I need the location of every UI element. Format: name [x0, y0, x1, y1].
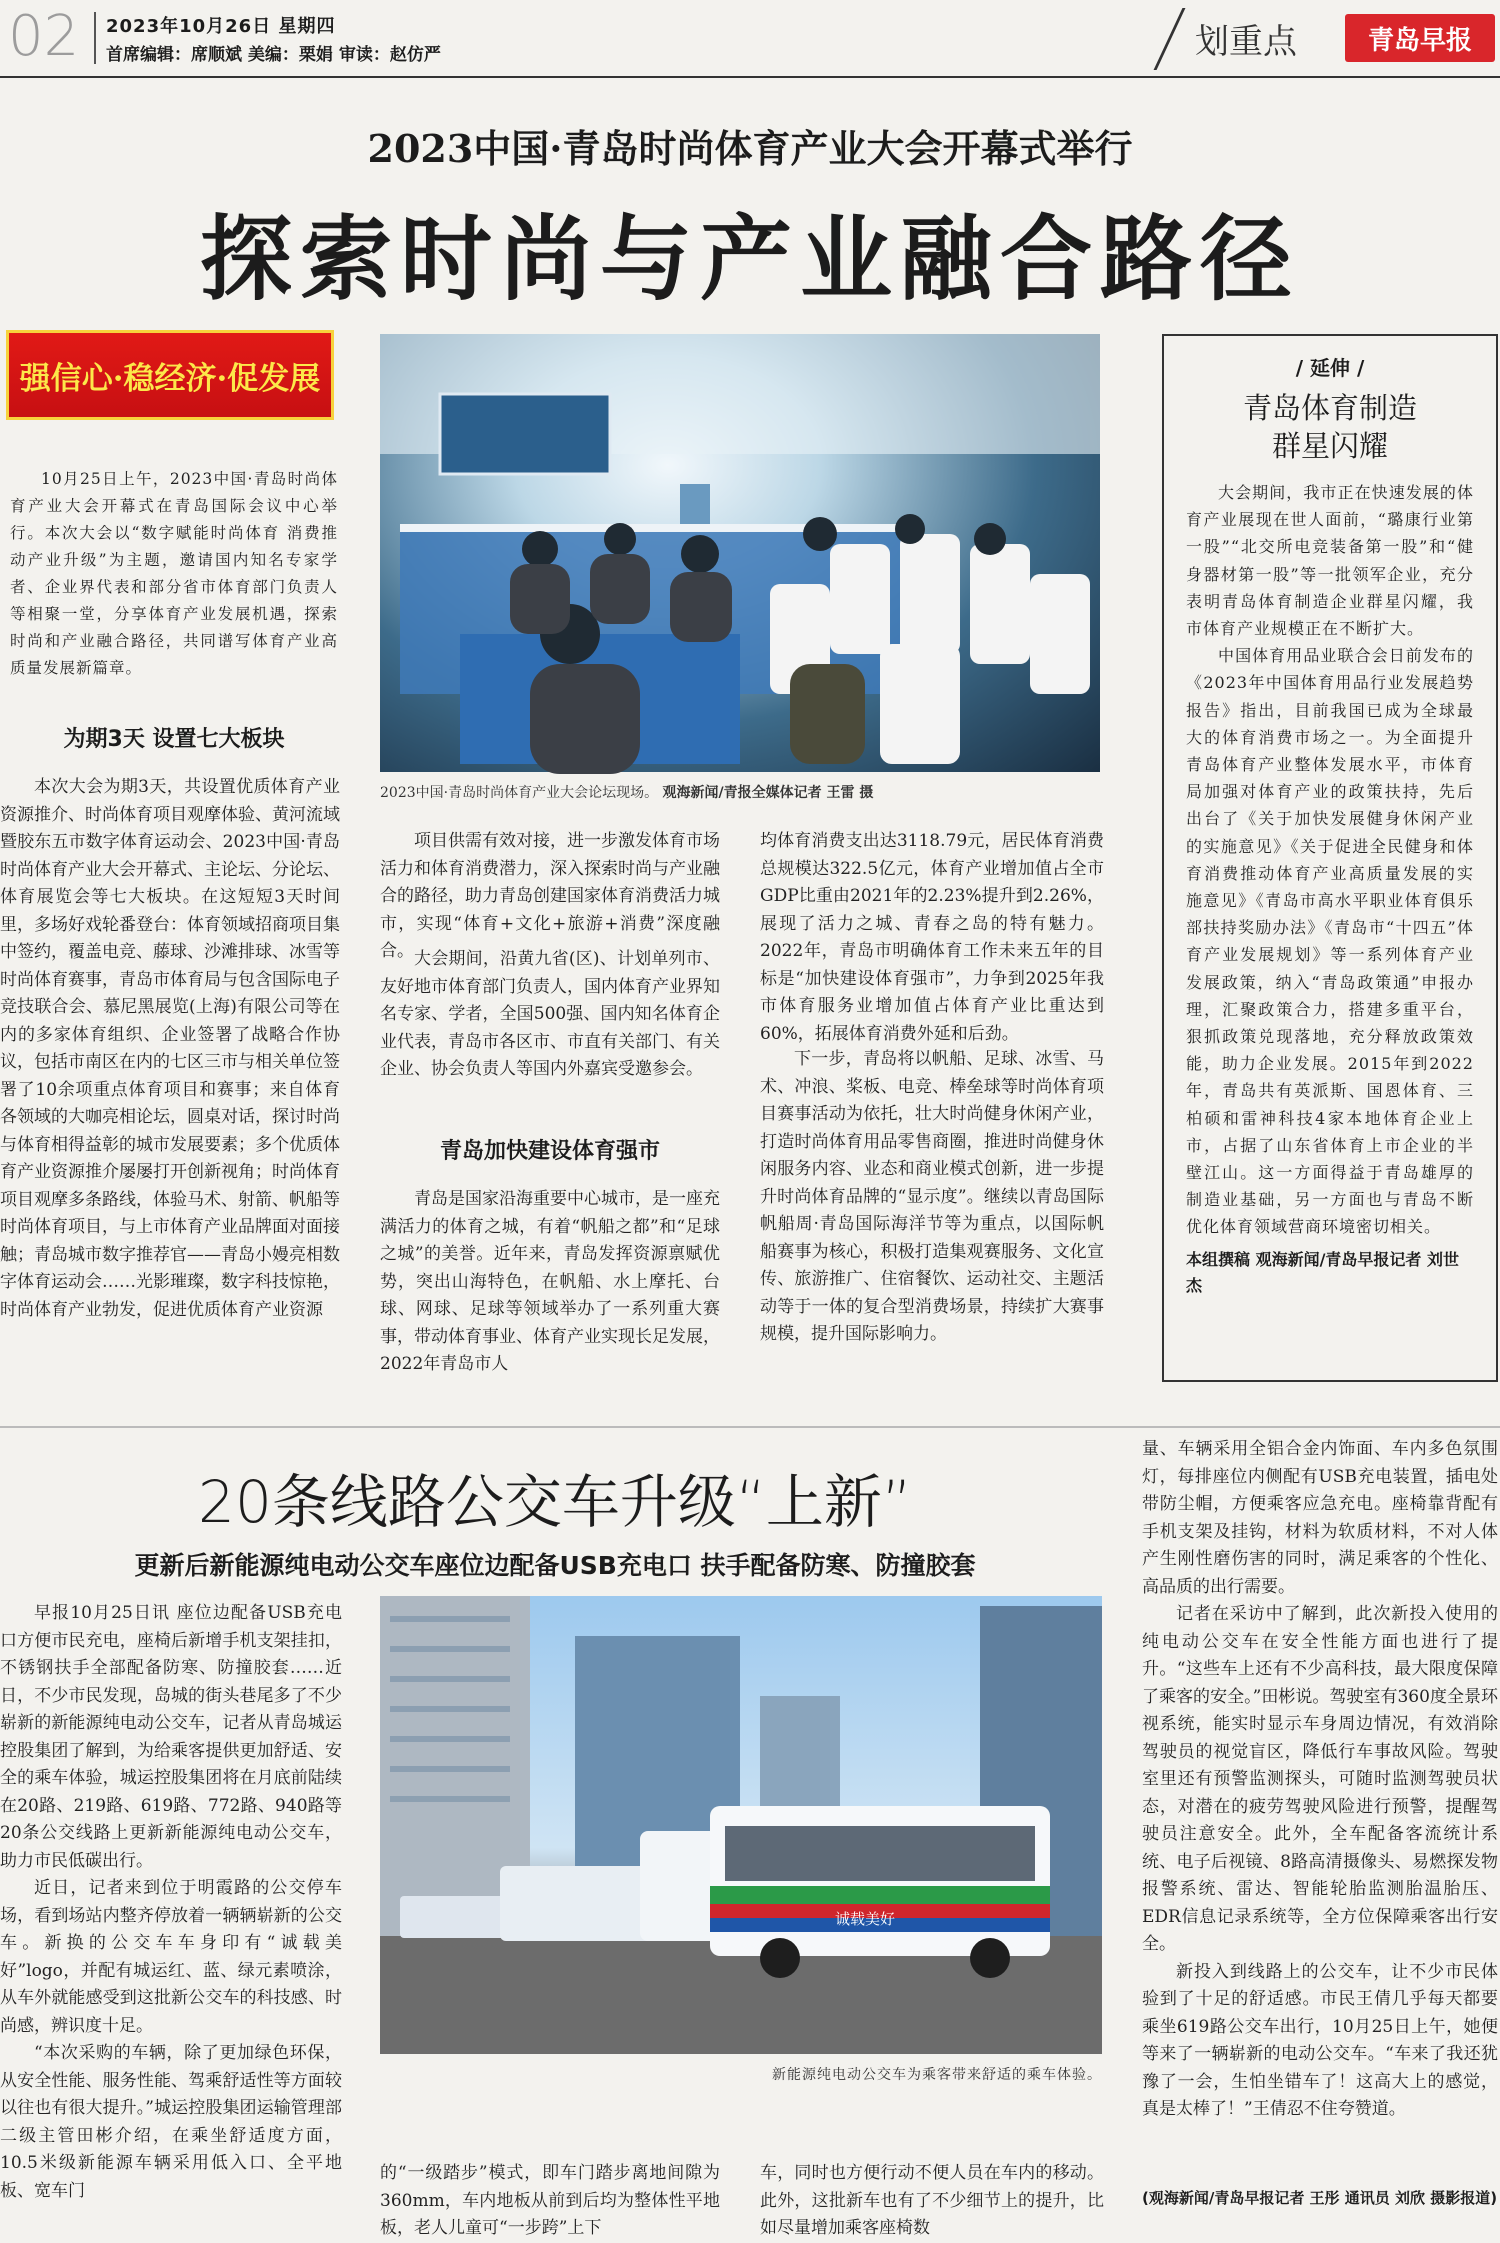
bus-paragraph-6: 新投入到线路上的公交车，让不少市民体验到了十足的舒适感。市民王倩几乎每天都要乘坐619路公交车出行，10月25日上午，她便等来了一辆崭新的电动公交车。“车来了我还犹豫了一会，生怕坐错车了！这高大上的感觉，真是太棒了！”王倩忍不住夸赞道。: [1142, 1961, 1498, 2119]
bus-photo-caption: 新能源纯电动公交车为乘客带来舒适的乘车体验。: [772, 2067, 1102, 2083]
sidebar-title-line-2: 群星闪耀: [1271, 429, 1388, 463]
sidebar-body: [1186, 479, 1474, 1241]
lead-column-3b: 下一步，青岛将以帆船、足球、冰雪、马术、冲浪、桨板、电竞、棒垒球等时尚体育项目赛事活动为依托，壮大时尚健身休闲产业，打造时尚体育用品零售商圈，推进时尚健身休闲服务内容、业态和商业模式创新，进一步提升时尚体育品牌的“显示度”。继续以青岛国际帆船周·青岛国际海洋节等为重点，以国际帆船赛事为核心，积极打造集观赛服务、文化宣传、旅游推广、住宿餐饮、运动社交、主题活动等于一体的复合型消费场景，持续扩大赛事规模，提升国际影响力。: [760, 1049, 1104, 1344]
extension-sidebar: [1162, 334, 1498, 1382]
bus-column-3: 车，同时也方便行动不便人员在车内的移动。此外，这批新车也有了不少细节上的提升，比如尽量增加乘客座椅数: [760, 2163, 1104, 2238]
issue-date: 2023年10月26日 星期四: [106, 16, 336, 37]
lead-column-2b: 大会期间，沿黄九省(区)、计划单列市、友好地市体育部门负责人，国内体育产业界知名专家、学者，全国500强、国内知名体育企业代表，青岛市各区市、市直有关部门、有关企业、协会负责人等国内外嘉宾受邀参会。: [380, 949, 720, 1079]
sidebar-paragraph-1: 大会期间，我市正在快速发展的体育产业展现在世人面前，“璐康行业第一股”“北交所电竞装备第一股”和“健身器材第一股”等一批领军企业，充分表明青岛体育制造企业群星闪耀，我市体育产业规模正在不断扩大。: [1186, 483, 1474, 639]
bus-column-4: [1142, 1436, 1498, 2206]
lead-column-2c: 青岛是国家沿海重要中心城市，是一座充满活力的体育之城，有着“帆船之都”和“足球之城”的美誉。近年来，青岛发挥资源禀赋优势，突出山海特色，在帆船、水上摩托、台球、网球、足球等领域举办了一系列重大赛事，带动体育事业、体育产业实现长足发展，2022年青岛市人: [380, 1189, 720, 1374]
lead-subhead-2: 青岛加快建设体育强市: [439, 1139, 660, 1164]
forum-photo-caption: [380, 782, 1100, 802]
page-number: 02: [8, 4, 80, 69]
lead-column-2a: 项目供需有效对接，进一步激发体育市场活力和体育消费潜力，深入探索时尚与产业融合的路径，助力青岛创建国家体育消费活力城市，实现“体育+文化+旅游+消费”深度融合。: [380, 831, 720, 961]
lead-column-3a: 均体育消费支出达3118.79元，居民体育消费总规模达322.5亿元，体育产业增加值占全市GDP比重由2021年的2.23%提升到2.26%，展现了活力之城、青春之岛的特有魅力。2022年，青岛市明确体育工作未来五年的目标是“加快建设体育强市”，力争到2025年我市体育服务业增加值占体育产业比重达到60%，拓展体育消费外延和后劲。: [760, 831, 1104, 1044]
sidebar-byline: 本组撰稿 观海新闻/青岛早报记者 刘世杰: [1186, 1249, 1459, 1295]
sidebar-title: [1186, 389, 1474, 465]
bus-headline: 20条线路公交车升级“上新”: [198, 1468, 912, 1536]
lead-intro: 10月25日上午，2023中国·青岛时尚体育产业大会开幕式在青岛国际会议中心举行。本次大会以“数字赋能时尚体育 消费推动产业升级”为主题，邀请国内知名专家学者、企业界代表和部分省市体育部门负责人等相聚一堂，分享体育产业发展机遇，探索时尚和产业融合路径，共同谱写体育产业高质量发展新篇章。: [10, 470, 338, 677]
sidebar-title-line-1: 青岛体育制造: [1242, 391, 1417, 425]
lead-headline: 探索时尚与产业融合路径: [199, 205, 1300, 313]
bus-subheadline: 更新后新能源纯电动公交车座位边配备USB充电口 扶手配备防寒、防撞胶套: [134, 1551, 976, 1580]
section-title: 划重点: [1195, 22, 1297, 62]
editor-credits: 首席编辑：席顺斌 美编：栗娟 审读：赵仿严: [106, 45, 441, 65]
bus-photo: [380, 1596, 1102, 2054]
page-header: [0, 0, 1500, 78]
bus-paragraph-1: 早报10月25日讯 座位边配备USB充电口方便市民充电，座椅后新增手机支架挂扣，不锈钢扶手全部配备防寒、防撞胶套……近日，不少市民发现，岛城的街头巷尾多了不少崭新的新能源纯电动公交车，记者从青岛城运控股集团了解到，为给乘客提供更加舒适、安全的乘车体验，城运控股集团将在月底前陆续在20路、219路、619路、772路、940路等20条公交线路上更新新能源纯电动公交车，助力市民低碳出行。: [0, 1603, 342, 1871]
sidebar-paragraph-2: 中国体育用品业联合会日前发布的《2023年中国体育用品行业发展趋势报告》指出，目前我国已成为全球最大的体育消费市场之一。为全面提升青岛体育产业整体发展水平，市体育局加强对体育产业的政策扶持，先后出台了《关于加快发展健身休闲产业的实施意见》《关于促进全民健身和体育消费推动体育产业高质量发展的实施意见》《青岛市高水平职业体育俱乐部扶持奖励办法》《青岛市“十四五”体育产业发展规划》等一系列体育产业发展政策，纳入“青岛政策通”申报办理，汇聚政策合力，搭建多重平台，狠抓政策兑现落地，充分释放政策效能，助力企业发展。2015年到2022年，青岛共有英派斯、国恩体育、三柏硕和雷神科技4家本地体育企业上市，占据了山东省体育上市企业的半壁江山。这一方面得益于青岛雄厚的制造业基础，另一方面也与青岛不断优化体育领域营商环境密切相关。: [1186, 646, 1474, 1237]
forum-photo-scene: [380, 334, 1100, 772]
forum-photo: [380, 334, 1100, 772]
story-divider: [0, 1426, 1500, 1428]
photo-caption-text: 2023中国·青岛时尚体育产业大会论坛现场。: [380, 785, 659, 801]
header-divider: [94, 12, 96, 64]
bus-paragraph-2: 近日，记者来到位于明霞路的公交停车场，看到场站内整齐停放着一辆辆崭新的公交车。新换的公交车车身印有“诚载美好”logo，并配有城运红、蓝、绿元素喷涂，从车外就能感受到这批新公交车的科技感、时尚感，辨识度十足。: [0, 1878, 342, 2036]
bus-paragraph-4: 量、车辆采用全铝合金内饰面、车内多色氛围灯，每排座位内侧配有USB充电装置，插电处带防尘帽，方便乘客应急充电。座椅靠背配有手机支架及挂钩，材料为软质材料，不对人体产生刚性磨伤害的同时，满足乘客的个性化、高品质的出行需要。: [1142, 1439, 1498, 1597]
lead-kicker: 2023中国·青岛时尚体育产业大会开幕式举行: [367, 126, 1133, 171]
bus-sign-text: 诚载美好: [835, 1910, 896, 1928]
section-slash: [1154, 8, 1186, 70]
lead-column-1: 本次大会为期3天，共设置优质体育产业资源推介、时尚体育项目观摩体验、黄河流域暨胶东五市数字体育运动会、2023中国·青岛时尚体育产业大会开幕式、主论坛、分论坛、体育展览会等七大板块。在这短短3天时间里，多场好戏轮番登台：体育领域招商项目集中签约，覆盖电竞、藤球、沙滩排球、冰雪等时尚体育赛事，青岛市体育局与包含国际电子竞技联合会、慕尼黑展览(上海)有限公司等在内的多家体育组织、企业签署了战略合作协议，包括市南区在内的七区三市与相关单位签署了10余项重点体育项目和赛事；来自体育各领域的大咖亮相论坛，圆桌对话，探讨时尚与体育相得益彰的城市发展要素；多个优质体育产业资源推介屡屡打开创新视角；时尚体育项目观摩多条路线，体验马术、射箭、帆船等时尚体育项目，与上市体育产业品牌面对面接触；青岛城市数字推荐官——青岛小嫚亮相数字体育运动会……光影璀璨，数字科技惊艳，时尚体育产业勃发，促进优质体育产业资源: [0, 777, 340, 1320]
bus-column-2: 的“一级踏步”模式，即车门踏步离地间隙为360mm，车内地板从前到后均为整体性平地板，老人儿童可“一步跨”上下: [380, 2163, 720, 2238]
bus-credit: (观海新闻/青岛早报记者 王彤 通讯员 刘欣 摄影报道): [1142, 2189, 1498, 2207]
bus-column-1: [0, 1600, 342, 2205]
sidebar-tag: / 延伸 /: [1295, 356, 1365, 380]
photo-credit: 观海新闻/青报全媒体记者 王雷 摄: [662, 785, 874, 801]
newspaper-logo: 青岛早报: [1345, 14, 1495, 62]
bus-paragraph-5: 记者在采访中了解到，此次新投入使用的纯电动公交车在安全性能方面也进行了提升。“这些车上还有不少高科技，最大限度保障了乘客的安全。”田彬说。驾驶室有360度全景环视系统，能实时显示车身周边情况，有效消除驾驶员的视觉盲区，降低行车事故风险。驾驶室里还有预警监测探头，可随时监测驾驶员状态，对潜在的疲劳驾驶风险进行预警，提醒驾驶员注意安全。此外，全车配备客流统计系统、电子后视镜、8路高清摄像头、易燃探发物报警系统、雷达、智能轮胎监测胎温胎压、EDR信息记录系统等，全方位保障乘客出行安全。: [1142, 1604, 1498, 1954]
bus-paragraph-3: “本次采购的车辆，除了更加绿色环保，从安全性能、服务性能、驾乘舒适性等方面较以往也有很大提升。”城运控股集团运输管理部二级主管田彬介绍，在乘坐舒适度方面，10.5米级新能源车辆采用低入口、全平地板、宽车门: [0, 2043, 342, 2201]
lead-subhead-1: 为期3天 设置七大板块: [63, 727, 285, 752]
campaign-banner: 强信心·稳经济·促发展: [6, 330, 334, 420]
bus-photo-scene: [380, 1596, 1102, 2054]
